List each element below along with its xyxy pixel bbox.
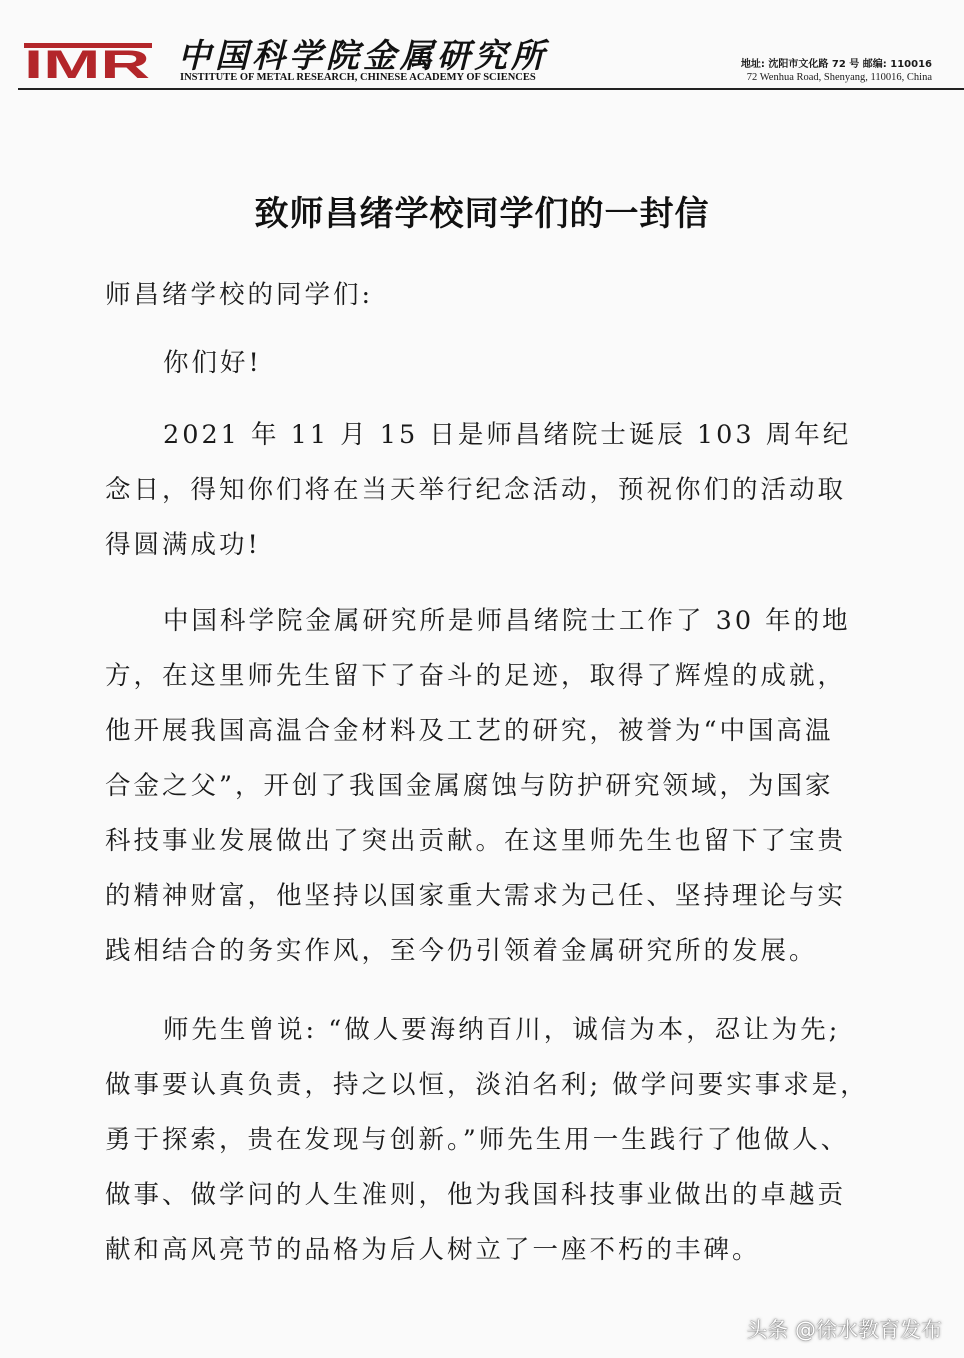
paragraph-line: 他开展我国高温合金材料及工艺的研究，被誉为“中国高温 [105, 716, 834, 746]
watermark-credit: 头条 @徐水教育发布 [746, 1318, 942, 1342]
paragraph-line: 科技事业发展做出了突出贡献。在这里师先生也留下了宝贵 [105, 826, 847, 856]
address-en: 72 Wenhua Road, Shenyang, 110016, China [746, 72, 932, 83]
paragraph-line: 做事、做学问的人生准则，他为我国科技事业做出的卓越贡 [105, 1180, 847, 1210]
greeting: 你们好! [163, 348, 262, 378]
paragraph-line: 师先生曾说: “做人要海纳百川，诚信为本，忍让为先; [163, 1015, 841, 1045]
letter-title: 致师昌绪学校同学们的一封信 [254, 194, 710, 234]
paragraph-1 [105, 408, 865, 573]
paragraph-line: 方，在这里师先生留下了奋斗的足迹，取得了辉煌的成就， [105, 661, 847, 691]
paragraph-line: 做事要认真负责，持之以恒，淡泊名利; 做学问要实事求是， [105, 1070, 869, 1100]
paragraph-line: 合金之父”，开创了我国金属腐蚀与防护研究领域，为国家 [105, 771, 834, 801]
paragraph-line: 的精神财富，他坚持以国家重大需求为己任、坚持理论与实 [105, 881, 847, 911]
svg-text:IMR: IMR [24, 43, 151, 80]
letterhead [0, 0, 964, 100]
paragraph-line: 2021 年 11 月 15 日是师昌绪院士诞辰 103 周年纪 [163, 420, 852, 450]
paragraph-line: 献和高风亮节的品格为后人树立了一座不朽的丰碑。 [105, 1235, 761, 1265]
paragraph-line: 念日，得知你们将在当天举行纪念活动，预祝你们的活动取 [105, 475, 847, 505]
address-cn: 地址: 沈阳市文化路 72 号 邮编: 110016 [740, 59, 932, 70]
institute-name-en: INSTITUTE OF METAL RESEARCH, CHINESE ACADEMY OF SCIENCES [180, 72, 536, 83]
institute-name-cn: 中国科学院金属研究所 [178, 36, 548, 75]
paragraph-line: 践相结合的务实作风，至今仍引领着金属研究所的发展。 [105, 936, 818, 966]
paragraph-line: 勇于探索，贵在发现与创新。”师先生用一生践行了他做人、 [105, 1125, 850, 1155]
header-divider [18, 88, 964, 90]
paragraph-line: 中国科学院金属研究所是师昌绪院士工作了 30 年的地 [163, 606, 851, 636]
salutation: 师昌绪学校的同学们: [105, 280, 374, 310]
imr-logo [24, 40, 152, 80]
paragraph-2 [105, 594, 865, 979]
paragraph-line: 得圆满成功! [105, 530, 261, 560]
paragraph-3 [105, 1003, 869, 1278]
